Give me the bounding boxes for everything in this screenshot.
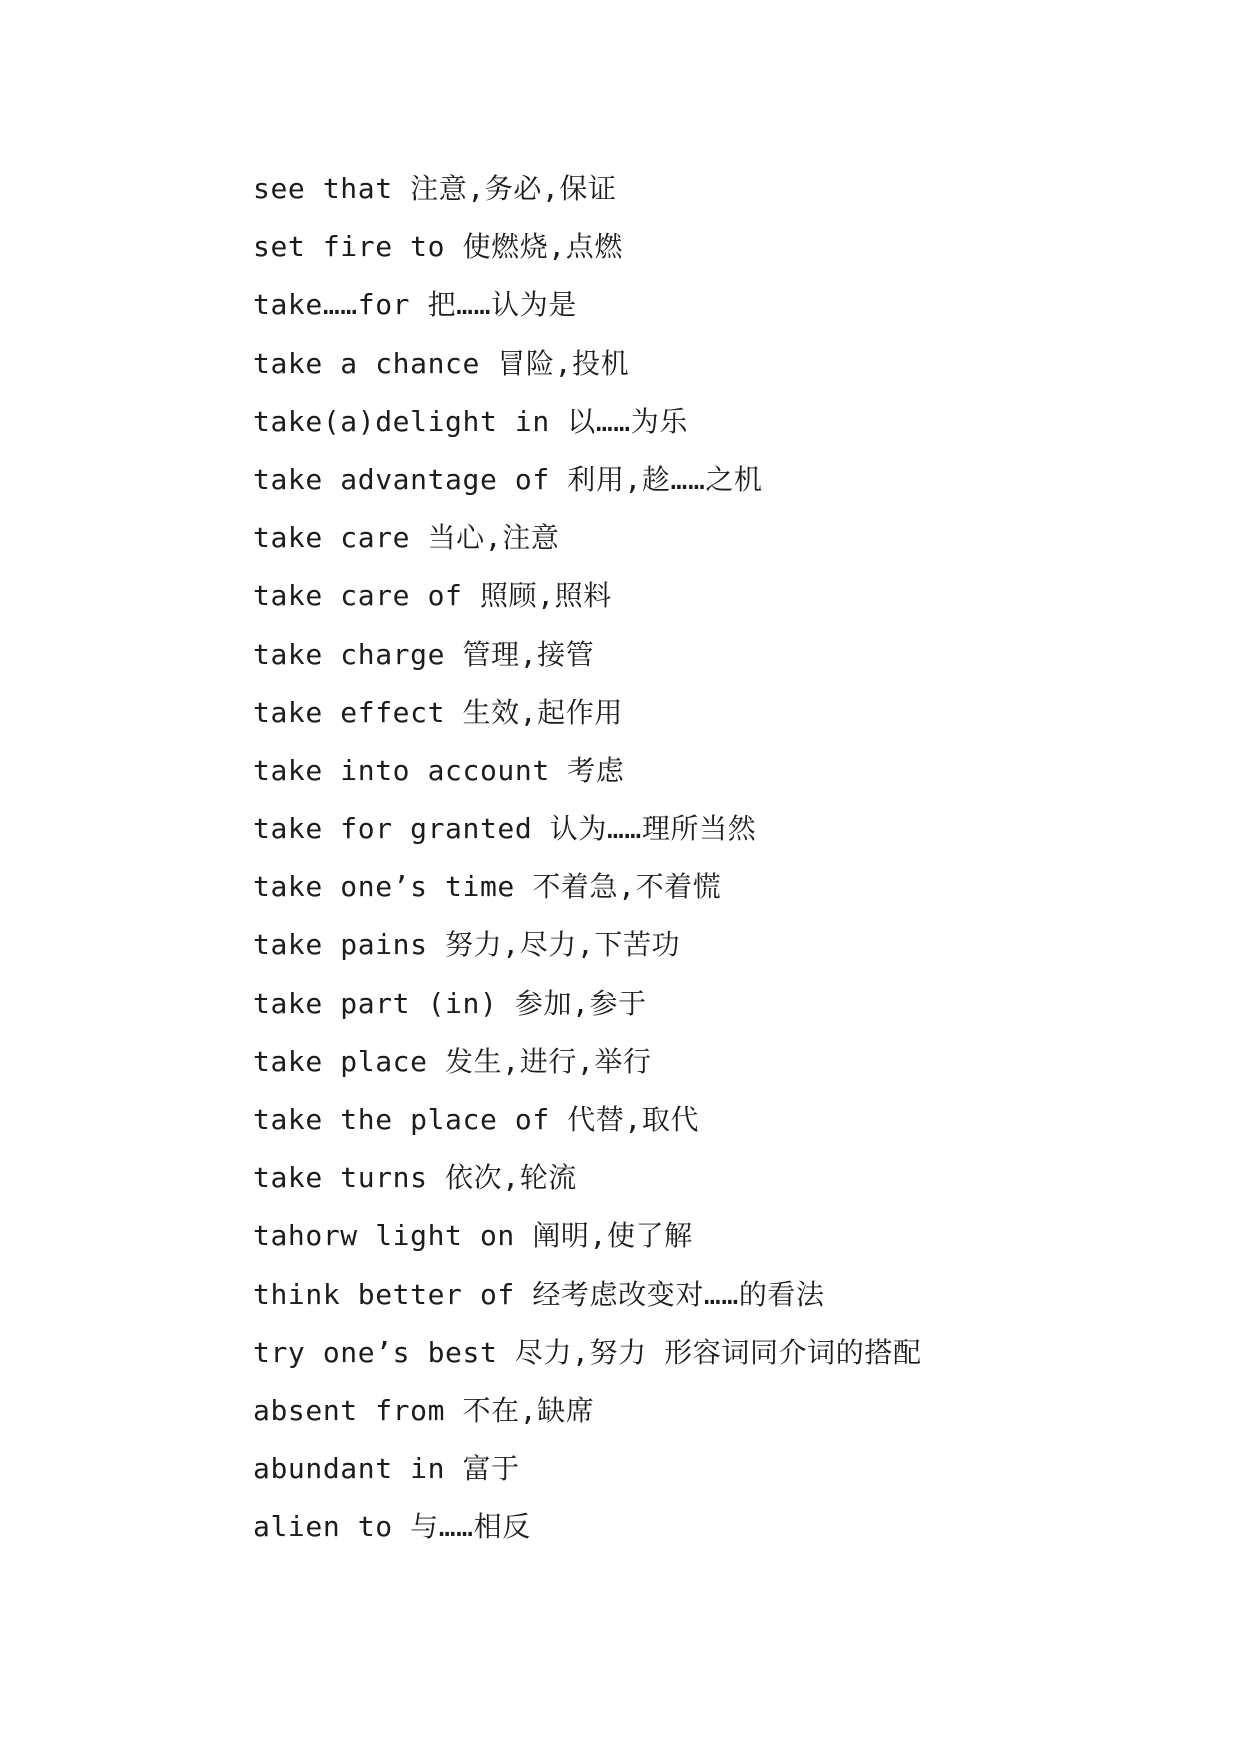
phrase-line: take for granted 认为……理所当然 [253, 812, 757, 846]
phrase-line: take place 发生,进行,举行 [253, 1044, 652, 1078]
phrase-line: abundant in 富于 [253, 1452, 520, 1486]
phrase-line: think better of 经考虑改变对……的看法 [253, 1277, 825, 1311]
phrase-line: take care 当心,注意 [253, 521, 560, 555]
phrase-line: take care of 照顾,照料 [253, 579, 612, 613]
phrase-line: tahorw light on 阐明,使了解 [253, 1219, 693, 1253]
phrase-line: take effect 生效,起作用 [253, 695, 623, 729]
phrase-line: take pains 努力,尽力,下苦功 [253, 928, 681, 962]
phrase-line: absent from 不在,缺席 [253, 1393, 595, 1427]
phrase-line: take one’s time 不着急,不着慌 [253, 870, 722, 904]
phrase-line: see that 注意,务必,保证 [253, 172, 617, 205]
phrase-line: take……for 把……认为是 [253, 288, 577, 322]
phrase-line: take turns 依次,轮流 [253, 1161, 577, 1195]
phrase-line: take the place of 代替,取代 [253, 1103, 700, 1136]
phrase-line: take a chance 冒险,投机 [253, 346, 630, 380]
phrase-line: take into account 考虑 [253, 753, 625, 787]
phrase-line: take advantage of 利用,趁……之机 [253, 462, 763, 496]
phrase-line: take part (in) 参加,参于 [253, 986, 647, 1020]
phrase-line: set fire to 使燃烧,点燃 [253, 230, 623, 264]
phrase-list [253, 160, 1153, 1557]
phrase-line: alien to 与……相反 [253, 1510, 531, 1544]
phrase-line: take(a)delight in 以……为乐 [253, 404, 688, 438]
phrase-line: take charge 管理,接管 [253, 637, 595, 671]
phrase-line: try one’s best 尽力,努力 形容词同介词的搭配 [253, 1335, 922, 1369]
